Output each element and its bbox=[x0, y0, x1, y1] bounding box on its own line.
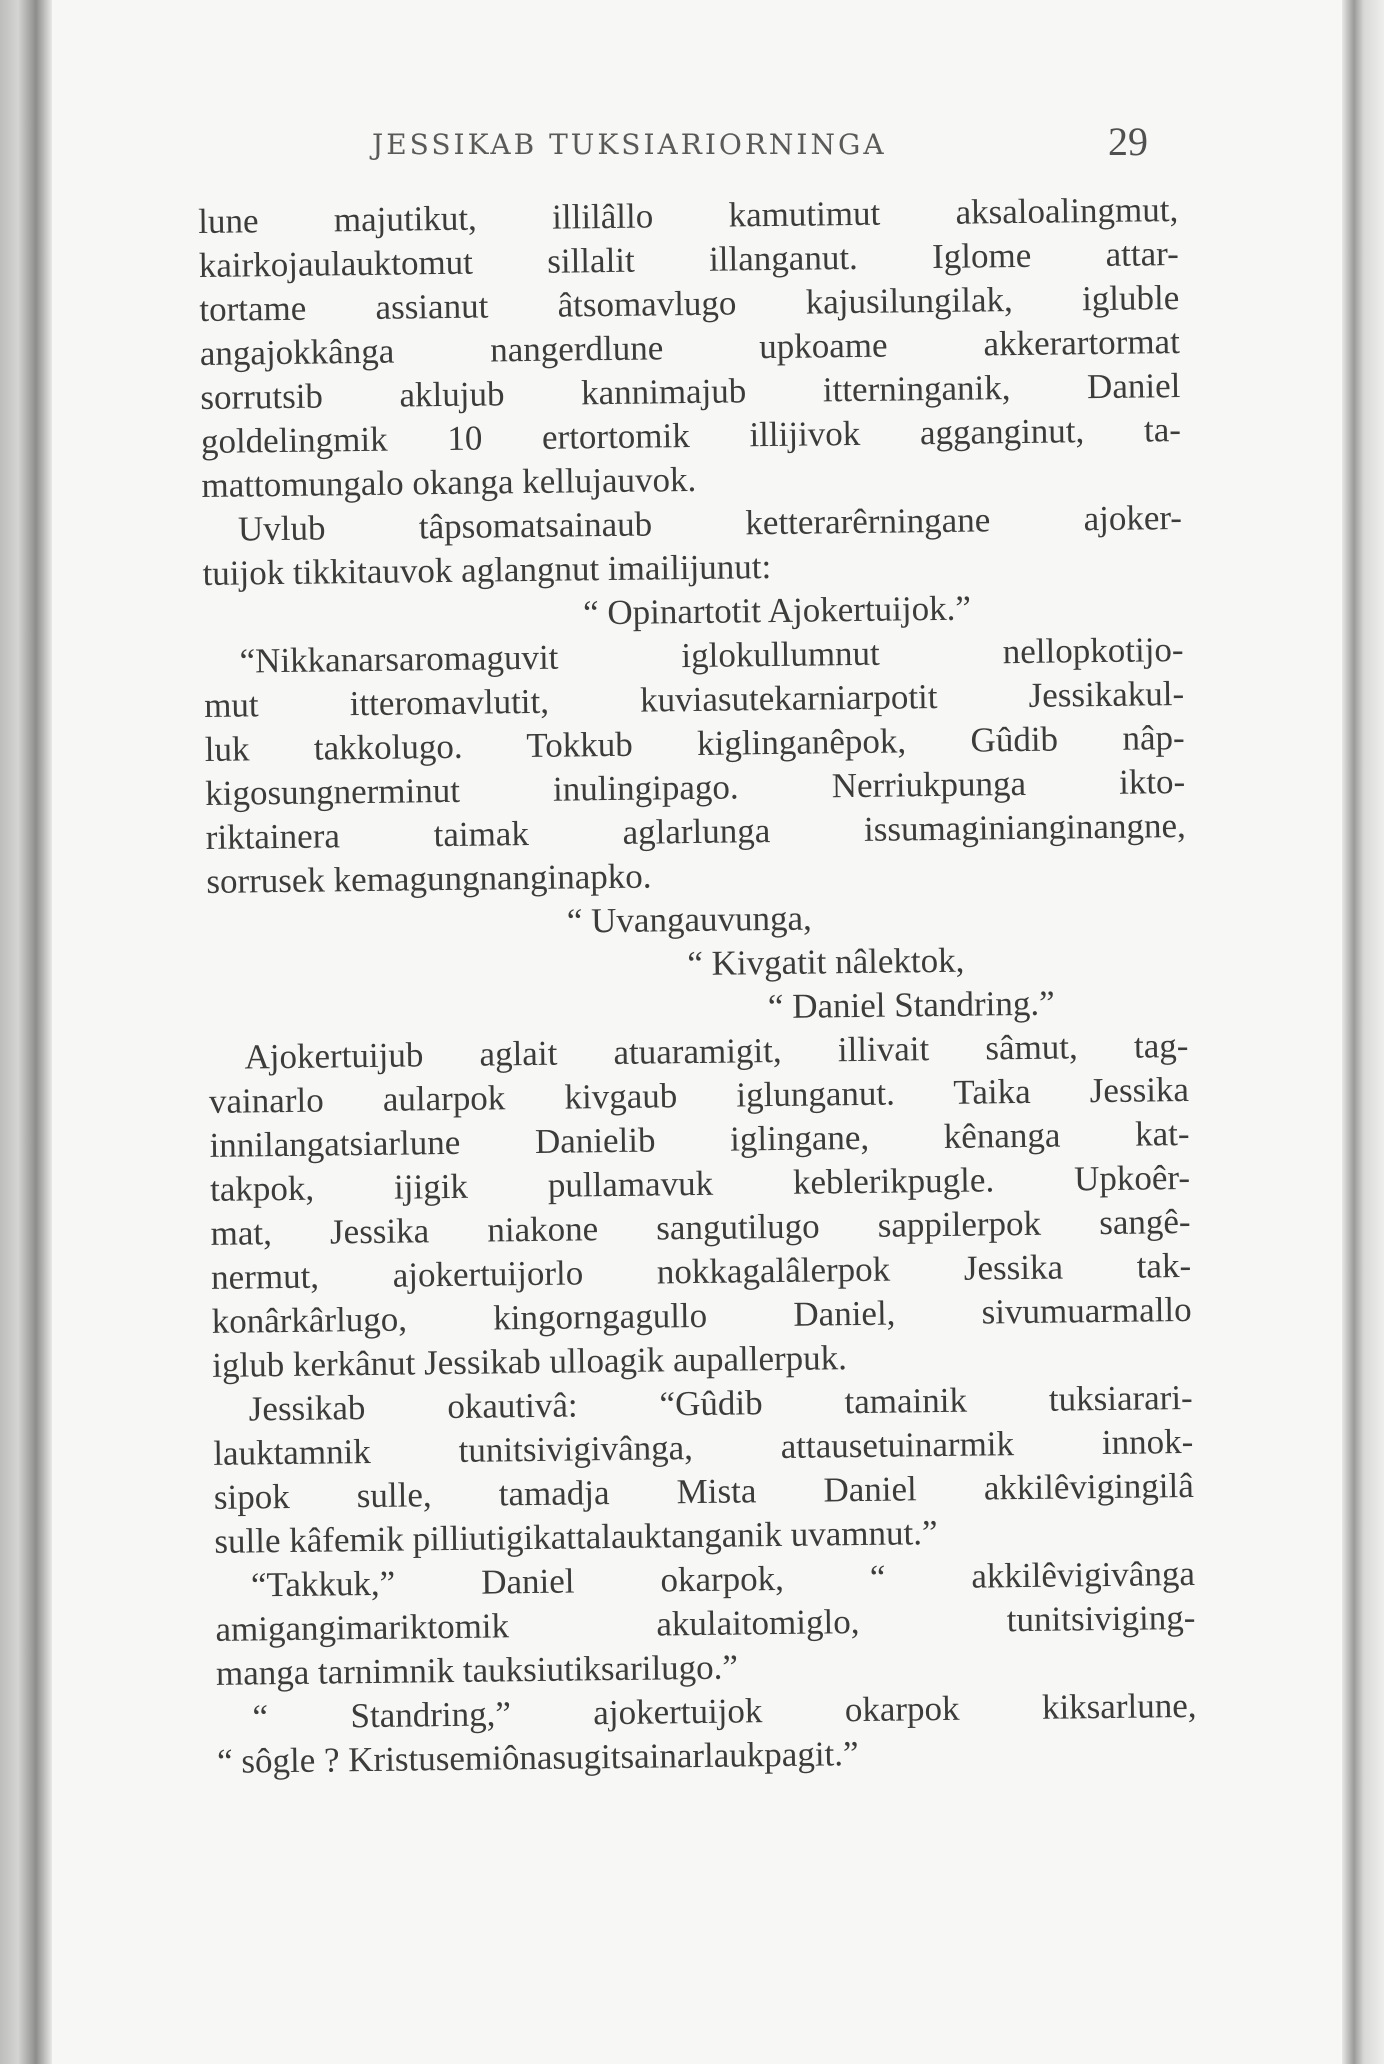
text-line: konârkârlugo, kingorngagullo Daniel, sivumuarmallo bbox=[211, 1289, 1192, 1341]
text-line: goldelingmik 10 ertortomik illijivok agganginut, ta- bbox=[200, 410, 1182, 461]
text-line: takpok, ijigik pullamavuk keblerikpugle. Upkoêr- bbox=[209, 1157, 1191, 1209]
text-line: Ajokertuijub aglait atuaramigit, illivait sâmut, tag- bbox=[244, 1025, 1189, 1077]
text-line: mut itteromavlutit, kuviasutekarniarpotit Jessikakul- bbox=[203, 673, 1185, 725]
text-line: sipok sulle, tamadja Mista Daniel akkilêvigingilâ bbox=[213, 1465, 1195, 1517]
text-line: angajokkânga nangerdlune upkoame akkerartormat bbox=[199, 322, 1181, 373]
text-line: riktainera taimak aglarlunga issumaginianginangne, bbox=[205, 805, 1186, 857]
text-line: “Takkuk,” Daniel okarpok, “ akkilêvigivânga bbox=[250, 1553, 1196, 1605]
page-number: 29 bbox=[1108, 119, 1148, 164]
text-line: amigangimariktomik akulaitomiglo, tunitsiviging- bbox=[215, 1597, 1196, 1649]
text-line: Jessikab okautivâ: “Gûdib tamainik tuksiarari- bbox=[248, 1377, 1193, 1429]
text-line: “Nikkanarsaromaguvit iglokullumnut nellopkotijo- bbox=[239, 629, 1184, 681]
text-line: mattomungalo okanga kellujauvok. bbox=[201, 459, 697, 505]
text-line: kairkojaulauktomut sillalit illanganut. Iglome attar- bbox=[198, 234, 1179, 285]
text-line: lauktamnik tunitsivigivânga, attausetuinarmik innok- bbox=[213, 1421, 1194, 1473]
text-line: tortame assianut âtsomavlugo kajusilungilak, igluble bbox=[199, 278, 1180, 329]
text-line: “ Kivgatit nâlektok, bbox=[687, 940, 965, 984]
text-line: “ Uvangauvunga, bbox=[566, 898, 812, 941]
text-line: kigosungnerminut inulingipago. Nerriukpunga ikto- bbox=[205, 761, 1186, 813]
text-line: sorrutsib aklujub kannimajub itterninganik, Daniel bbox=[200, 366, 1181, 417]
text-line: innilangatsiarlune Danielib iglingane, kênanga kat- bbox=[209, 1113, 1190, 1165]
text-line: luk takkolugo. Tokkub kiglinganêpok, Gûdib nâp- bbox=[204, 717, 1185, 769]
text-line: Uvlub tâpsomatsainaub ketterarêrningane ajoker- bbox=[237, 498, 1183, 549]
text-line: “ Standring,” ajokertuijok okarpok kiksarlune, bbox=[252, 1685, 1197, 1737]
text-line: “ sôgle ? Kristusemiônasugitsainarlaukpagit.” bbox=[216, 1734, 859, 1781]
body-text bbox=[198, 188, 1197, 1784]
running-title: JESSIKAB TUKSIARIORNINGA bbox=[372, 128, 887, 161]
text-line: manga tarnimnik tauksiutiksarilugo.” bbox=[215, 1647, 739, 1693]
text-line: vainarlo aularpok kivgaub iglunganut. Taika Jessika bbox=[208, 1069, 1190, 1121]
text-line: “ Daniel Standring.” bbox=[767, 983, 1055, 1027]
book-gutter-edge bbox=[0, 0, 52, 2064]
text-line: iglub kerkânut Jessikab ulloagik aupallerpuk. bbox=[212, 1338, 848, 1385]
text-line: sorrusek kemagungnanginapko. bbox=[206, 856, 652, 901]
text-line: sulle kâfemik pilliutigikattalauktanganik uvamnut.” bbox=[214, 1513, 938, 1561]
text-line: nermut, ajokertuijorlo nokkagalâlerpok Jessika tak- bbox=[210, 1245, 1192, 1297]
text-line: lune majutikut, illilâllo kamutimut aksaloalingmut, bbox=[198, 190, 1179, 241]
page-right-edge bbox=[1342, 0, 1384, 2064]
text-line: “ Opinartotit Ajokertuijok.” bbox=[582, 588, 972, 633]
text-line: mat, Jessika niakone sangutilugo sappilerpok sangê- bbox=[210, 1201, 1191, 1253]
text-line: tuijok tikkitauvok aglangnut imailijunut: bbox=[202, 547, 772, 593]
